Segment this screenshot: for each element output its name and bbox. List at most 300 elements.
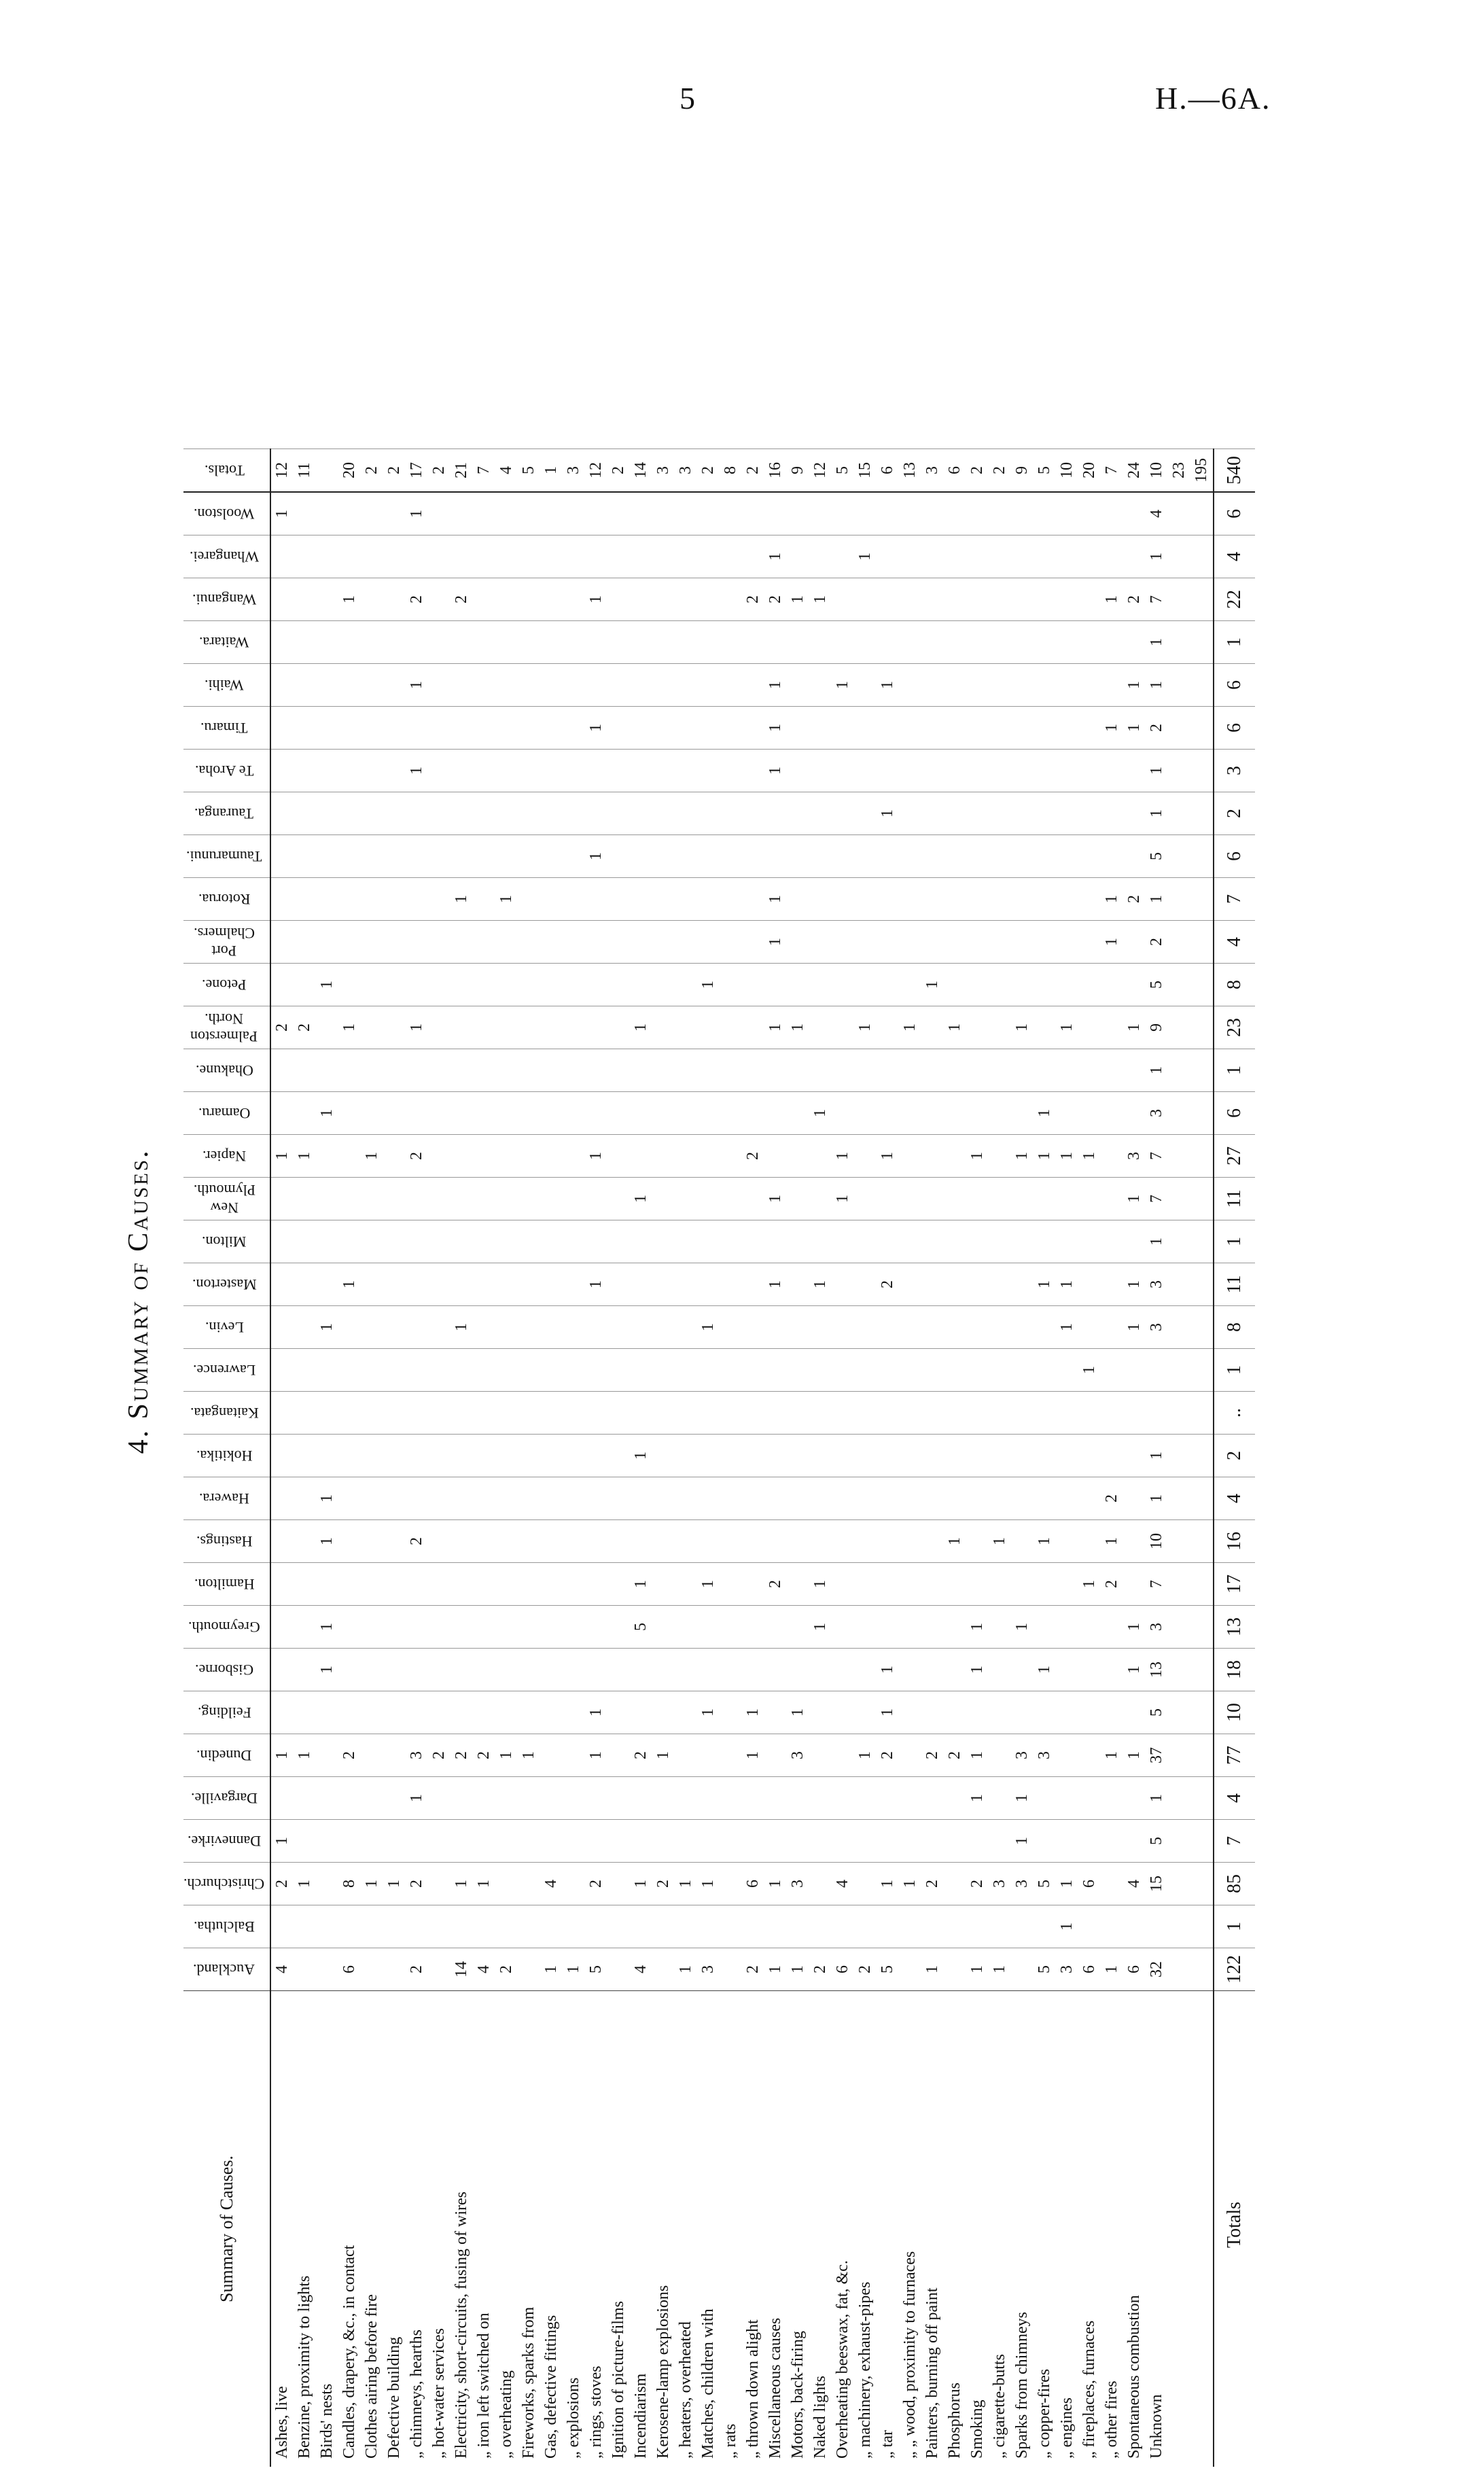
table-cell: [720, 1520, 742, 1563]
cause-label: Painters, burning off paint: [921, 1991, 944, 2467]
column-header: [183, 1435, 270, 1477]
table-cell: [406, 1349, 428, 1392]
table-row: [1190, 449, 1214, 2467]
table-cell: [742, 621, 764, 664]
table-cell: [1190, 1477, 1214, 1520]
table-cell: [1056, 878, 1078, 921]
table-cell: 2: [294, 1006, 316, 1049]
table-cell: 5: [585, 1948, 607, 1991]
table-cell: [832, 1220, 854, 1263]
table-cell: [989, 964, 1011, 1006]
table-cell: [450, 621, 473, 664]
column-header: [183, 1606, 270, 1649]
table-cell: [316, 750, 338, 792]
table-cell: [675, 1777, 697, 1820]
cause-label: „ other fires: [1101, 1991, 1123, 2467]
cause-label: „ tar: [877, 1991, 899, 2467]
table-cell: 2: [764, 1563, 787, 1606]
table-cell: [675, 492, 697, 535]
table-cell: [1168, 921, 1190, 964]
table-cell: [563, 1691, 585, 1734]
table-cell: 1: [764, 1263, 787, 1306]
table-cell: 9: [1146, 1006, 1168, 1049]
table-cell: 2: [697, 449, 720, 493]
total-cell: 11: [1214, 1178, 1255, 1220]
table-cell: [1190, 1863, 1214, 1905]
table-cell: [921, 621, 944, 664]
table-cell: [989, 792, 1011, 835]
table-cell: [1190, 535, 1214, 578]
table-cell: [563, 1435, 585, 1477]
table-cell: [406, 1220, 428, 1263]
table-cell: 5: [1146, 1820, 1168, 1863]
table-cell: [1056, 1820, 1078, 1863]
cause-label: Naked lights: [809, 1991, 832, 2467]
table-cell: [495, 707, 518, 750]
table-cell: [720, 878, 742, 921]
column-header: [183, 1092, 270, 1135]
table-cell: [473, 1477, 495, 1520]
cause-label: Matches, children with: [697, 1991, 720, 2467]
table-cell: [809, 835, 832, 878]
table-cell: [854, 1477, 877, 1520]
table-cell: [989, 1691, 1011, 1734]
table-cell: [720, 964, 742, 1006]
table-cell: [270, 578, 294, 621]
table-cell: [1011, 1563, 1034, 1606]
table-cell: [607, 878, 630, 921]
table-cell: [518, 664, 540, 707]
table-cell: [540, 878, 563, 921]
table-row: [406, 449, 428, 2467]
table-cell: [921, 1649, 944, 1691]
table-cell: [697, 1435, 720, 1477]
table-cell: [899, 621, 921, 664]
cause-label: „ fireplaces, furnaces: [1078, 1991, 1101, 2467]
table-cell: [652, 1263, 675, 1306]
total-cell: 1: [1214, 1049, 1255, 1092]
table-cell: [787, 921, 809, 964]
table-cell: [742, 964, 764, 1006]
table-cell: [1011, 1392, 1034, 1435]
column-header-label: Waihi.: [205, 677, 244, 694]
table-cell: [1168, 1863, 1190, 1905]
table-cell: [1123, 1777, 1146, 1820]
table-cell: [1146, 1349, 1168, 1392]
table-cell: [652, 1477, 675, 1520]
table-cell: [764, 1092, 787, 1135]
table-cell: [921, 1392, 944, 1435]
table-cell: [540, 1392, 563, 1435]
table-cell: [294, 1477, 316, 1520]
table-cell: [697, 1649, 720, 1691]
table-cell: [652, 750, 675, 792]
total-cell: 6: [1214, 664, 1255, 707]
table-cell: 13: [1146, 1649, 1168, 1691]
table-cell: [899, 1820, 921, 1863]
causes-column-header: Summary of Causes.: [183, 1991, 270, 2467]
table-cell: [720, 492, 742, 535]
table-cell: [630, 664, 652, 707]
table-cell: 1: [1101, 707, 1123, 750]
table-cell: [764, 1820, 787, 1863]
table-cell: [607, 964, 630, 1006]
table-cell: 1: [1101, 1520, 1123, 1563]
table-cell: [1078, 964, 1101, 1006]
table-cell: [428, 1606, 450, 1649]
table-cell: [1056, 1649, 1078, 1691]
table-cell: 1: [787, 1006, 809, 1049]
table-cell: [540, 1263, 563, 1306]
table-cell: [1011, 1520, 1034, 1563]
table-cell: [585, 1649, 607, 1691]
table-cell: [742, 1049, 764, 1092]
table-cell: [383, 1777, 406, 1820]
table-cell: [630, 707, 652, 750]
total-cell: 2: [1214, 792, 1255, 835]
table-cell: [270, 1349, 294, 1392]
table-cell: [764, 621, 787, 664]
table-cell: [675, 1092, 697, 1135]
column-header-label: Dannevirke.: [187, 1833, 262, 1850]
table-cell: [361, 664, 383, 707]
cause-label: Miscellaneous causes: [764, 1991, 787, 2467]
table-cell: 1: [854, 1006, 877, 1049]
table-cell: [832, 1392, 854, 1435]
column-header-label: Dargaville.: [191, 1790, 258, 1807]
table-cell: [383, 1606, 406, 1649]
table-cell: [787, 1563, 809, 1606]
table-cell: 1: [675, 1863, 697, 1905]
total-cell: 13: [1214, 1606, 1255, 1649]
table-cell: [294, 621, 316, 664]
table-cell: [1078, 1006, 1101, 1049]
table-cell: 1: [742, 1691, 764, 1734]
table-cell: [1034, 1220, 1056, 1263]
table-cell: [989, 535, 1011, 578]
table-cell: [1056, 1435, 1078, 1477]
table-cell: [428, 878, 450, 921]
table-cell: [294, 1820, 316, 1863]
table-cell: 1: [966, 1734, 989, 1777]
table-cell: [607, 1563, 630, 1606]
table-cell: [921, 1135, 944, 1178]
table-cell: [383, 664, 406, 707]
table-row: [630, 449, 652, 2467]
table-cell: [518, 1905, 540, 1948]
table-row: [1101, 449, 1123, 2467]
table-cell: [495, 1049, 518, 1092]
table-cell: [989, 1306, 1011, 1349]
table-cell: [428, 921, 450, 964]
table-cell: [697, 750, 720, 792]
table-cell: [473, 535, 495, 578]
table-cell: [966, 621, 989, 664]
table-cell: 1: [832, 1135, 854, 1178]
table-cell: [495, 1006, 518, 1049]
totals-label: Totals: [1214, 1991, 1255, 2467]
table-cell: [787, 621, 809, 664]
table-cell: [944, 1092, 966, 1135]
table-cell: [428, 1006, 450, 1049]
table-cell: [989, 750, 1011, 792]
table-cell: [787, 1777, 809, 1820]
table-cell: [585, 1220, 607, 1263]
table-cell: 1: [764, 1006, 787, 1049]
table-cell: 6: [1123, 1948, 1146, 1991]
table-cell: [406, 1820, 428, 1863]
table-cell: [675, 1220, 697, 1263]
table-cell: [495, 1606, 518, 1649]
table-cell: [518, 535, 540, 578]
table-cell: [361, 792, 383, 835]
table-cell: [338, 792, 361, 835]
column-header-label: Dunedin.: [196, 1747, 252, 1764]
table-cell: [1101, 1691, 1123, 1734]
table-cell: [428, 792, 450, 835]
table-cell: 1: [877, 1135, 899, 1178]
column-header-label: Tauranga.: [194, 805, 254, 822]
table-cell: 1: [338, 1006, 361, 1049]
table-cell: [899, 1349, 921, 1392]
table-cell: 1: [1101, 1734, 1123, 1777]
table-cell: [899, 1477, 921, 1520]
table-cell: [675, 1178, 697, 1220]
table-cell: [921, 1178, 944, 1220]
table-cell: [720, 1691, 742, 1734]
column-header-label: Milton.: [202, 1233, 247, 1250]
table-cell: [428, 1649, 450, 1691]
table-cell: [294, 1178, 316, 1220]
table-cell: [1123, 1820, 1146, 1863]
table-cell: [1011, 792, 1034, 835]
table-cell: [787, 1135, 809, 1178]
table-cell: [630, 1049, 652, 1092]
table-cell: [518, 578, 540, 621]
table-cell: [383, 835, 406, 878]
table-cell: [832, 1006, 854, 1049]
table-cell: [450, 1349, 473, 1392]
table-cell: 1: [697, 1563, 720, 1606]
table-cell: [899, 1306, 921, 1349]
table-cell: [361, 1948, 383, 1991]
table-cell: [607, 1392, 630, 1435]
table-cell: 2: [1101, 1563, 1123, 1606]
table-cell: [1168, 1905, 1190, 1948]
table-cell: [720, 1649, 742, 1691]
cause-label: Overheating beeswax, fat, &c.: [832, 1991, 854, 2467]
table-cell: 7: [473, 449, 495, 493]
table-cell: [518, 1392, 540, 1435]
table-cell: [809, 792, 832, 835]
table-cell: [787, 1349, 809, 1392]
table-cell: [697, 835, 720, 878]
table-cell: [697, 1606, 720, 1649]
table-cell: [383, 878, 406, 921]
table-cell: 2: [585, 1863, 607, 1905]
table-cell: [832, 1520, 854, 1563]
table-cell: [854, 664, 877, 707]
table-cell: [1011, 878, 1034, 921]
table-cell: [1034, 1820, 1056, 1863]
table-cell: [720, 750, 742, 792]
total-cell: 3: [1214, 750, 1255, 792]
table-cell: [518, 621, 540, 664]
table-cell: [1078, 1820, 1101, 1863]
table-cell: [518, 792, 540, 835]
table-cell: [1056, 1392, 1078, 1435]
table-cell: [338, 664, 361, 707]
table-row: [877, 449, 899, 2467]
table-cell: [607, 707, 630, 750]
table-cell: [540, 1820, 563, 1863]
table-cell: [1168, 750, 1190, 792]
table-cell: [563, 964, 585, 1006]
table-cell: [877, 1477, 899, 1520]
table-cell: [1190, 1948, 1214, 1991]
table-cell: [1168, 1049, 1190, 1092]
table-cell: [989, 878, 1011, 921]
table-cell: 2: [742, 578, 764, 621]
table-cell: [944, 492, 966, 535]
column-header-label: Kaitangata.: [190, 1405, 259, 1422]
table-cell: [450, 1392, 473, 1435]
table-cell: [406, 707, 428, 750]
column-header: [183, 1306, 270, 1349]
table-cell: [428, 1905, 450, 1948]
table-cell: [944, 1948, 966, 1991]
table-cell: [877, 1220, 899, 1263]
table-cell: [1034, 1306, 1056, 1349]
table-row: [899, 449, 921, 2467]
table-cell: [540, 1092, 563, 1135]
table-cell: 6: [832, 1948, 854, 1991]
table-cell: [787, 1092, 809, 1135]
table-cell: [563, 1520, 585, 1563]
table-cell: [1011, 1691, 1034, 1734]
table-cell: 1: [1123, 707, 1146, 750]
table-cell: [944, 835, 966, 878]
table-cell: [1123, 964, 1146, 1006]
table-cell: [630, 1263, 652, 1306]
table-cell: [338, 1520, 361, 1563]
table-cell: [1168, 792, 1190, 835]
table-cell: [1190, 1649, 1214, 1691]
table-cell: [450, 1049, 473, 1092]
table-cell: [764, 1905, 787, 1948]
table-cell: [877, 1049, 899, 1092]
table-cell: 2: [877, 1734, 899, 1777]
table-cell: [989, 1006, 1011, 1049]
table-cell: [1168, 1092, 1190, 1135]
table-cell: [630, 621, 652, 664]
table-cell: 21: [450, 449, 473, 493]
table-cell: 2: [1123, 578, 1146, 621]
table-cell: [540, 1563, 563, 1606]
table-cell: [450, 1178, 473, 1220]
table-cell: [585, 492, 607, 535]
table-cell: [720, 1777, 742, 1820]
table-cell: [921, 878, 944, 921]
table-cell: [270, 1178, 294, 1220]
table-cell: 1: [944, 1006, 966, 1049]
table-cell: [585, 1306, 607, 1349]
table-cell: 3: [1146, 1606, 1168, 1649]
table-cell: [1123, 621, 1146, 664]
table-cell: [921, 792, 944, 835]
table-cell: [787, 1392, 809, 1435]
table-cell: [697, 578, 720, 621]
table-cell: [921, 1563, 944, 1606]
table-cell: 9: [1011, 449, 1034, 493]
table-cell: [270, 1092, 294, 1135]
table-cell: [877, 1777, 899, 1820]
table-cell: 1: [270, 1734, 294, 1777]
table-cell: [832, 1049, 854, 1092]
table-cell: [742, 1178, 764, 1220]
table-cell: [361, 1220, 383, 1263]
table-cell: 5: [1034, 1863, 1056, 1905]
table-cell: 32: [1146, 1948, 1168, 1991]
table-cell: 2: [764, 578, 787, 621]
table-cell: [540, 492, 563, 535]
table-cell: 1: [697, 1306, 720, 1349]
table-cell: [1078, 1606, 1101, 1649]
table-cell: [495, 964, 518, 1006]
table-cell: [383, 1178, 406, 1220]
table-cell: [1123, 1220, 1146, 1263]
table-cell: [944, 1606, 966, 1649]
table-cell: 5: [518, 449, 540, 493]
table-cell: [675, 1006, 697, 1049]
total-cell: 6: [1214, 835, 1255, 878]
table-cell: [675, 1905, 697, 1948]
table-cell: [495, 750, 518, 792]
table-cell: [652, 878, 675, 921]
total-cell: 2: [1214, 1435, 1255, 1477]
table-cell: [787, 1649, 809, 1691]
table-cell: [1190, 1820, 1214, 1863]
table-cell: [361, 1820, 383, 1863]
cause-label: Benzine, proximity to lights: [294, 1991, 316, 2467]
table-cell: [697, 792, 720, 835]
table-cell: [877, 1392, 899, 1435]
table-row: [742, 449, 764, 2467]
table-cell: [854, 1606, 877, 1649]
table-cell: [270, 1563, 294, 1606]
table-cell: [944, 1691, 966, 1734]
table-cell: [1034, 1606, 1056, 1649]
table-cell: [877, 1435, 899, 1477]
table-cell: [720, 707, 742, 750]
table-cell: [338, 1477, 361, 1520]
table-cell: [270, 1905, 294, 1948]
table-cell: 2: [1146, 707, 1168, 750]
table-cell: [899, 1777, 921, 1820]
table-cell: [697, 1049, 720, 1092]
table-cell: [921, 1092, 944, 1135]
table-cell: [630, 835, 652, 878]
table-cell: 3: [1146, 1306, 1168, 1349]
table-cell: 1: [294, 1863, 316, 1905]
table-cell: [921, 1691, 944, 1734]
table-body: [270, 449, 1255, 2467]
table-cell: [294, 1905, 316, 1948]
table-cell: [406, 1178, 428, 1220]
table-cell: [338, 1049, 361, 1092]
table-cell: [270, 664, 294, 707]
table-cell: [877, 878, 899, 921]
